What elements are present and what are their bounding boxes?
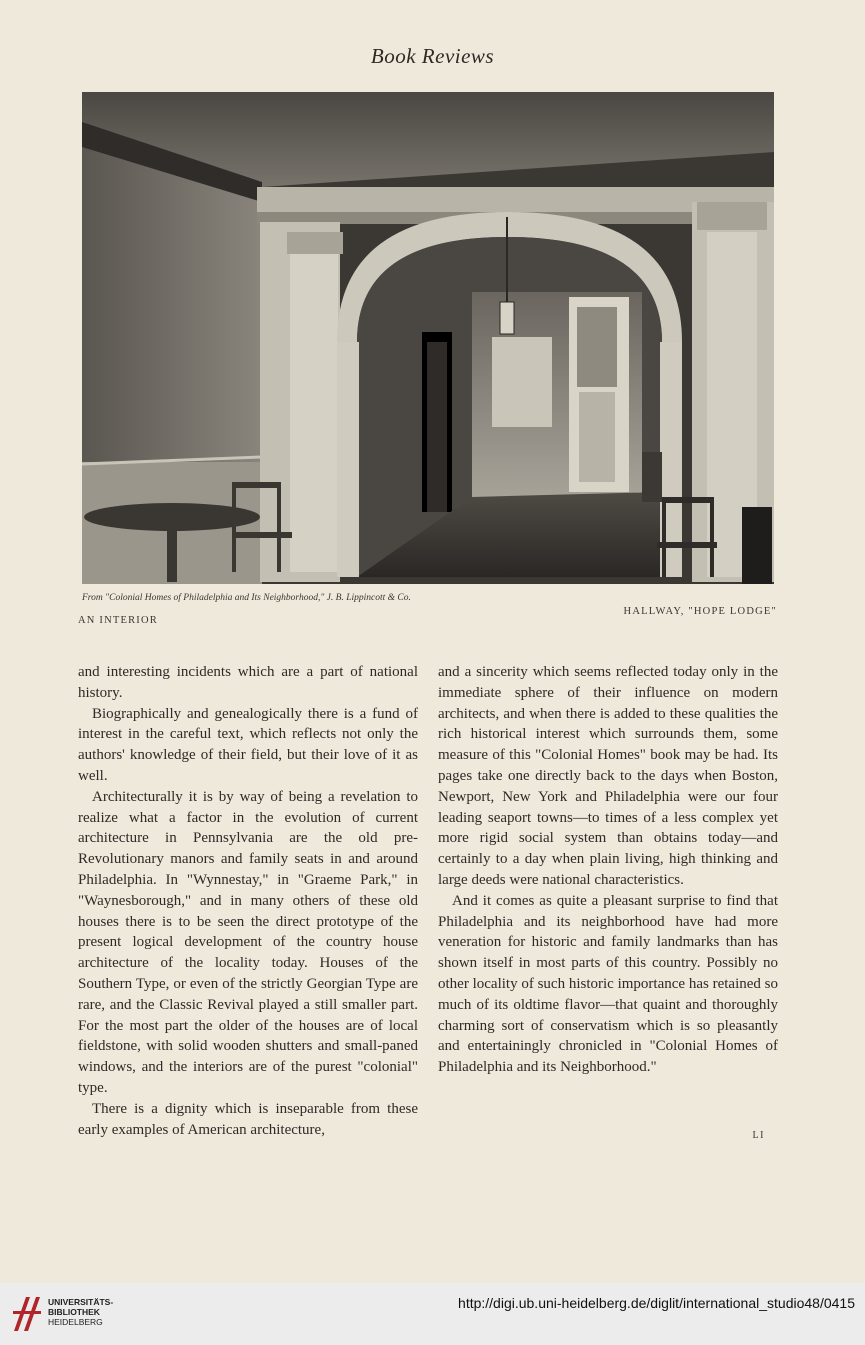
paragraph: Architecturally it is by way of being a revelation to realize what a factor in the evolution of current architecture in Pennsylvania are the old pre-Revolutionary manors and family seats in and around Philadelphia. In "Wynnestay," in "Graeme Park," in "Waynesborough," and in many others of these old houses there is to be seen the direct prototype of the present logical development of the country house architecture of the locality today. Houses of the Southern Type, or even of the strictly Georgian Type are rare, and the Classic Revival played a still smaller part. For the most part the older of the houses are of local fieldstone, with solid wooden shutters and small-paned windows, and the interiors are of the purest "colonial" type. — [78, 788, 418, 1096]
library-line-1: UNIVERSITÄTS- — [48, 1297, 114, 1307]
photo-credit: From "Colonial Homes of Philadelphia and Its Neighborhood," J. B. Lippincott & Co. — [82, 593, 411, 603]
library-name — [48, 1297, 113, 1327]
library-logo-icon[interactable] — [10, 1291, 44, 1340]
hallway-photograph — [82, 92, 774, 584]
caption-right: HALLWAY, "HOPE LODGE" — [623, 606, 777, 617]
viewer-footer — [0, 1283, 865, 1345]
paragraph: There is a dignity which is inseparable from these early examples of American architecture, — [78, 1100, 418, 1138]
paragraph: and a sincerity which seems reflected today only in the immediate sphere of their influence on modern architects, and when there is added to these qualities the rich historical interest which surrounds them, some measure of this "Colonial Homes" book may be had. Its pages take one directly back to the days when Boston, Newport, New York and Philadelphia were our four leading seaport towns—to times of a less complex yet more rigid social system than obtains today—and certainly to a day when plain living, high thinking and large deeds were national characteristics. — [438, 664, 778, 888]
paragraph: Biographically and genealogically there is a fund of interest in the careful text, which reflects not only the authors' knowledge of their field, but their love of it as well. — [78, 705, 418, 784]
page-number: LI — [752, 1130, 765, 1141]
paragraph: And it comes as quite a pleasant surprise to find that Philadelphia and its neighborhood have had more veneration for historic and family landmarks than has shown itself in most parts of this country. Possibly no other locality of such historic importance has retained so much of its oldtime flavor—that quaint and thoroughly charming sort of conservatism which is so pleasantly and entertainingly chronicled in "Colonial Homes of Philadelphia and its Neighborhood." — [438, 892, 778, 1076]
permalink-url[interactable]: http://digi.ub.uni-heidelberg.de/diglit/international_studio48/0415 — [458, 1295, 855, 1311]
library-line-2: BIBLIOTHEK — [48, 1307, 100, 1317]
library-line-3: HEIDELBERG — [48, 1317, 103, 1327]
running-head: Book Reviews — [370, 44, 495, 68]
paragraph: and interesting incidents which are a part of national history. — [78, 664, 418, 701]
left-column — [78, 662, 418, 1140]
right-column — [438, 662, 778, 1078]
caption-left: AN INTERIOR — [78, 615, 158, 626]
